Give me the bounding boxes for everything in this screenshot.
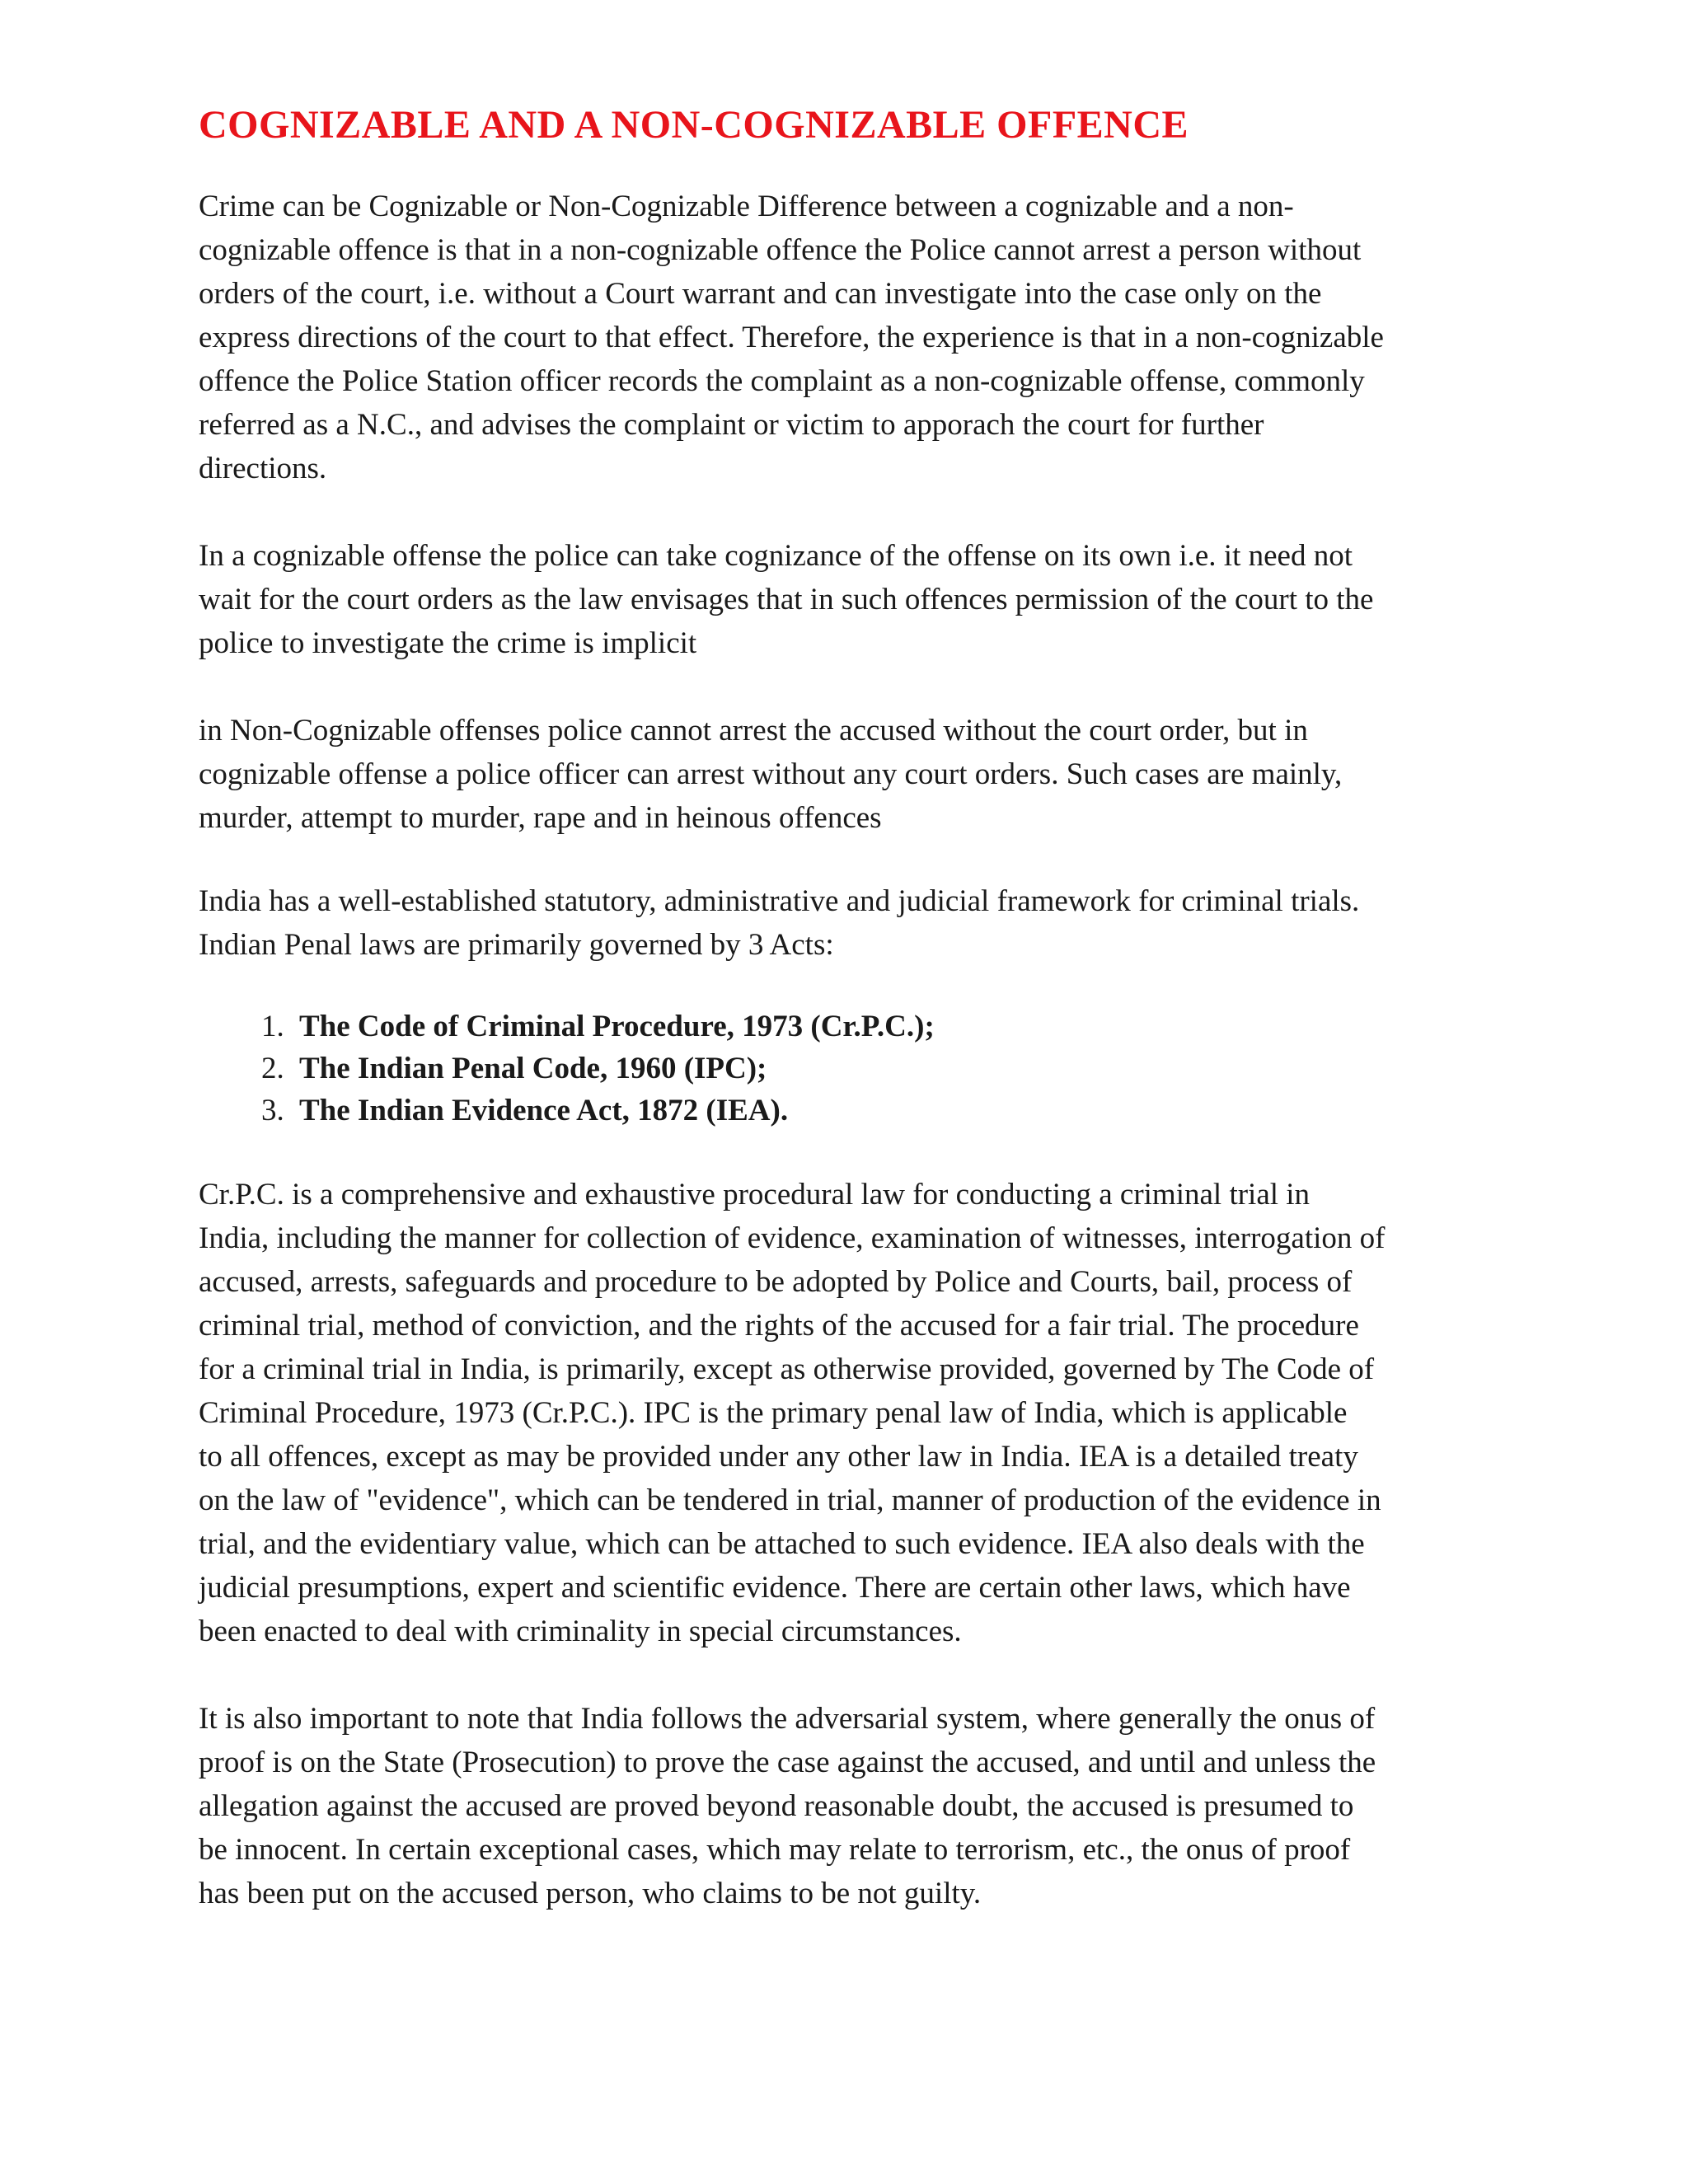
text-line: in Non-Cognizable offenses police cannot arrest the accused without the court order, but in [199, 714, 1308, 748]
list-item [199, 1047, 1501, 1090]
text-line: proof is on the State (Prosecution) to prove the case against the accused, and until and unless the [199, 1746, 1376, 1779]
text-line: for a criminal trial in India, is primarily, except as otherwise provided, governed by The Code of [199, 1352, 1375, 1386]
list-item [199, 1090, 1501, 1132]
list-item-text: The Code of Criminal Procedure, 1973 (Cr.P.C.); [299, 1010, 935, 1043]
text-line: directions. [199, 452, 327, 485]
list-item-text: The Indian Penal Code, 1960 (IPC); [299, 1052, 767, 1085]
list-number: 2. [261, 1052, 284, 1085]
list-item [199, 1005, 1501, 1047]
text-line: Cr.P.C. is a comprehensive and exhaustive procedural law for conducting a criminal trial in [199, 1178, 1311, 1212]
text-line: accused, arrests, safeguards and procedure to be adopted by Police and Courts, bail, process of [199, 1265, 1353, 1299]
text-line: murder, attempt to murder, rape and in heinous offences [199, 801, 882, 835]
paragraph-definition [199, 185, 1501, 490]
text-line: police to investigate the crime is implicit [199, 626, 697, 660]
text-line: In a cognizable offense the police can take cognizance of the offense on its own i.e. it need not [199, 539, 1353, 573]
text-line: Crime can be Cognizable or Non-Cognizable Difference between a cognizable and a non- [199, 190, 1294, 223]
text-line: has been put on the accused person, who claims to be not guilty. [199, 1877, 982, 1910]
text-line: wait for the court orders as the law envisages that in such offences permission of the court to the [199, 583, 1374, 616]
text-line: Criminal Procedure, 1973 (Cr.P.C.). IPC is the primary penal law of India, which is applicable [199, 1396, 1348, 1430]
paragraph-cognizable [199, 534, 1501, 665]
text-line: cognizable offence is that in a non-cognizable offence the Police cannot arrest a person without [199, 233, 1362, 267]
text-line: to all offences, except as may be provided under any other law in India. IEA is a detailed treaty [199, 1440, 1358, 1474]
text-line: India has a well-established statutory, administrative and judicial framework for criminal trials. [199, 884, 1360, 918]
text-line: orders of the court, i.e. without a Court warrant and can investigate into the case only on the [199, 277, 1322, 311]
paragraph-framework [199, 879, 1501, 967]
text-line: be innocent. In certain exceptional cases, which may relate to terrorism, etc., the onus of proof [199, 1833, 1351, 1867]
list-number: 3. [261, 1094, 284, 1127]
list-item-text: The Indian Evidence Act, 1872 (IEA). [299, 1094, 789, 1127]
text-line: on the law of "evidence", which can be tendered in trial, manner of production of the evidence in [199, 1483, 1381, 1517]
text-line: offence the Police Station officer records the complaint as a non-cognizable offense, commonly [199, 364, 1365, 398]
text-line: referred as a N.C., and advises the complaint or victim to apporach the court for further [199, 408, 1264, 442]
text-line: allegation against the accused are proved beyond reasonable doubt, the accused is presumed to [199, 1789, 1354, 1823]
text-line: Indian Penal laws are primarily governed by 3 Acts: [199, 928, 834, 962]
text-line: judicial presumptions, expert and scientific evidence. There are certain other laws, which have [199, 1571, 1351, 1605]
text-line: It is also important to note that India follows the adversarial system, where generally the onus of [199, 1702, 1376, 1736]
paragraph-non-cognizable [199, 709, 1501, 840]
document-title: COGNIZABLE AND A NON-COGNIZABLE OFFENCE [199, 103, 1189, 147]
text-line: been enacted to deal with criminality in special circumstances. [199, 1615, 962, 1648]
text-line: criminal trial, method of conviction, and the rights of the accused for a fair trial. The procedure [199, 1309, 1359, 1343]
text-line: cognizable offense a police officer can arrest without any court orders. Such cases are mainly, [199, 757, 1343, 791]
text-line: express directions of the court to that effect. Therefore, the experience is that in a non-cognizable [199, 321, 1384, 354]
acts-list [199, 1005, 1501, 1132]
list-number: 1. [261, 1010, 284, 1043]
document-page [199, 97, 1501, 1915]
text-line: India, including the manner for collection of evidence, examination of witnesses, interrogation of [199, 1221, 1386, 1255]
paragraph-crpc [199, 1173, 1501, 1653]
paragraph-adversarial [199, 1697, 1501, 1915]
text-line: trial, and the evidentiary value, which can be attached to such evidence. IEA also deals with the [199, 1527, 1365, 1561]
